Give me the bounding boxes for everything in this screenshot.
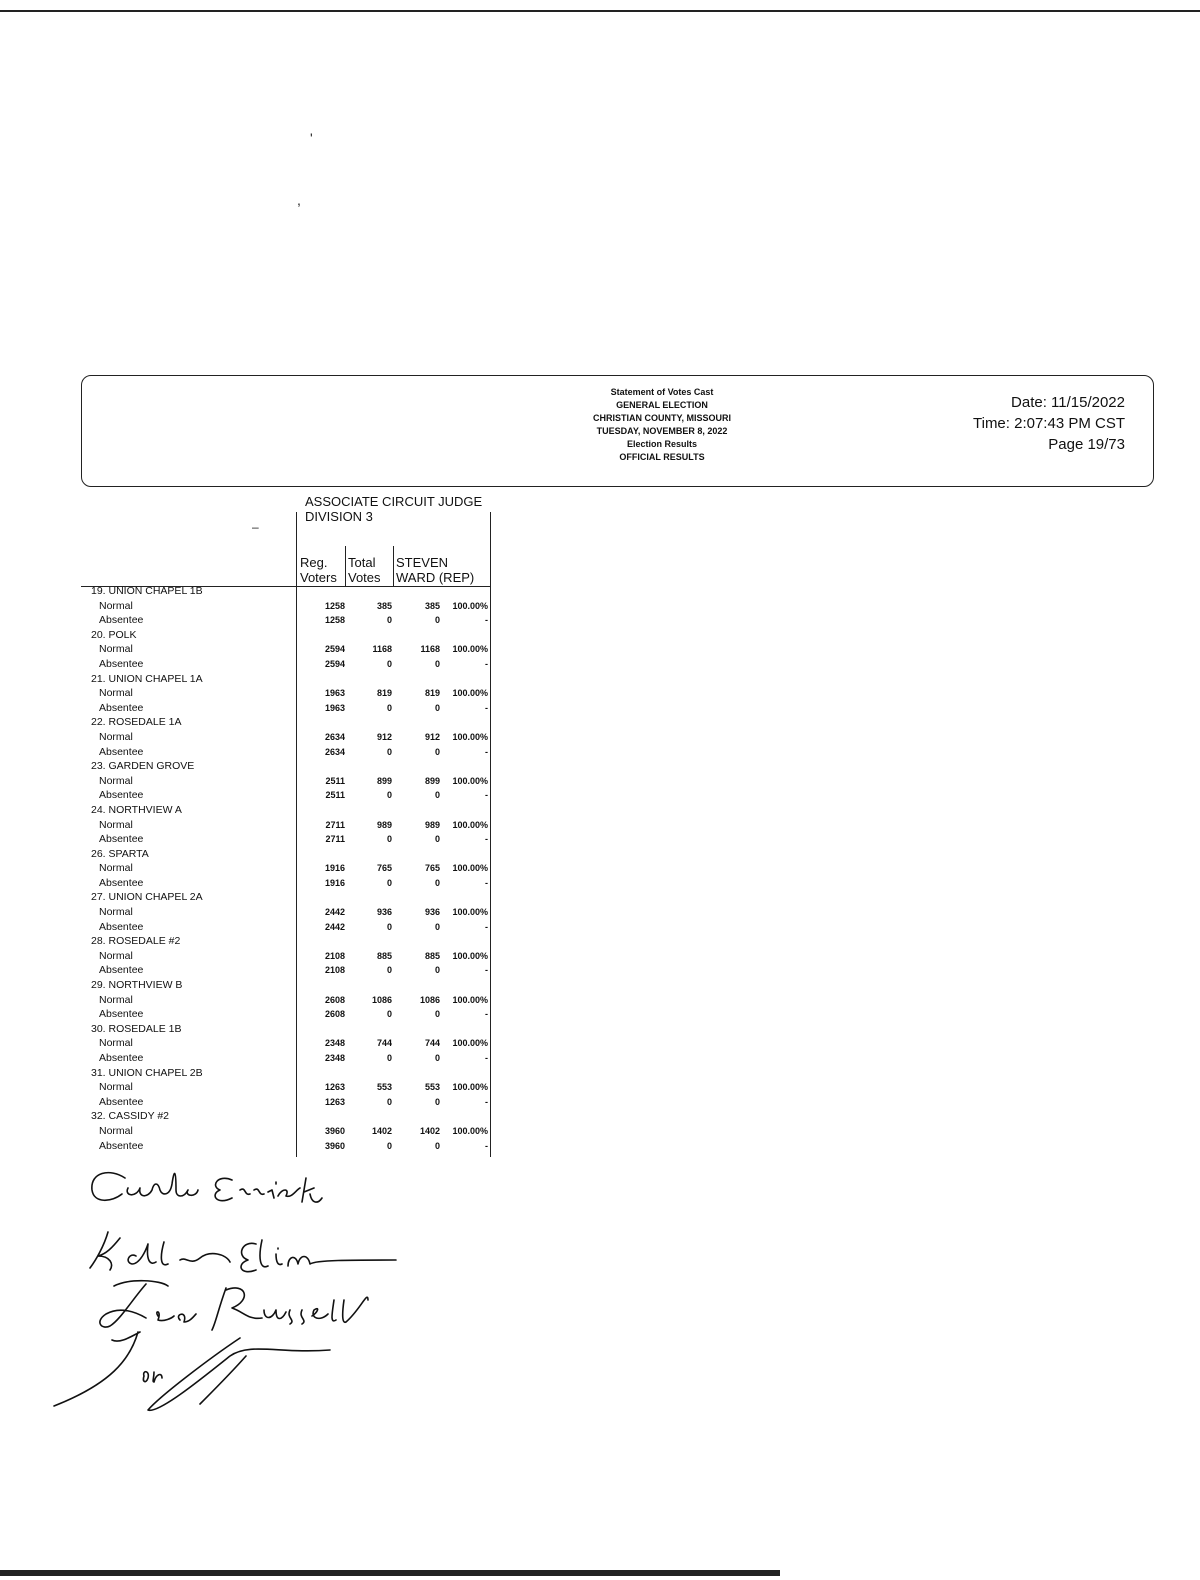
normal-row: [0, 818, 500, 833]
candidate-percent-value: -: [485, 1096, 488, 1107]
report-time: Time: 2:07:43 PM CST: [973, 415, 1125, 432]
column-rule: [393, 546, 394, 586]
candidate-votes-value: 0: [434, 702, 440, 713]
contest-title-line: ASSOCIATE CIRCUIT JUDGE: [305, 494, 483, 509]
col-header-text: STEVEN: [396, 555, 449, 570]
normal-row: [0, 642, 500, 657]
reg-voters-value: 2442: [324, 921, 345, 932]
normal-row: [0, 905, 500, 920]
candidate-percent-value: 100.00%: [452, 775, 488, 786]
candidate-votes-value: 885: [424, 950, 440, 961]
header-meta: [973, 392, 1125, 455]
candidate-percent-value: -: [485, 1009, 488, 1020]
reg-voters-value: 2511: [325, 775, 345, 786]
normal-row: [0, 949, 500, 964]
total-votes-value: 899: [376, 775, 392, 786]
candidate-votes-value: 0: [434, 965, 440, 976]
total-votes-value: 385: [376, 600, 392, 611]
contest-title-line: DIVISION 3: [305, 509, 373, 524]
total-votes-value: 0: [386, 615, 392, 626]
vote-type-label: Absentee: [99, 964, 144, 977]
precinct-name: 21. UNION CHAPEL 1A: [91, 672, 203, 685]
absentee-row: [0, 1051, 500, 1066]
precinct-row: [0, 715, 500, 730]
header-line: Statement of Votes Cast: [610, 387, 714, 397]
vote-type-label: Absentee: [99, 614, 144, 627]
candidate-votes-value: 0: [434, 658, 440, 669]
bottom-scan-line: [0, 1570, 780, 1576]
signature-lisa-russell: [100, 1281, 368, 1330]
candidate-percent-value: 100.00%: [452, 644, 488, 655]
precinct-row: [0, 1022, 500, 1037]
col-header-candidate: [396, 555, 474, 585]
reg-voters-value: 2711: [325, 819, 345, 830]
absentee-row: [0, 832, 500, 847]
candidate-votes-value: 0: [434, 615, 440, 626]
vote-type-label: Absentee: [99, 789, 144, 802]
total-votes-value: 936: [376, 907, 392, 918]
candidate-votes-value: 936: [424, 907, 440, 918]
candidate-votes-value: 1168: [420, 644, 440, 655]
reg-voters-value: 1916: [324, 863, 345, 874]
absentee-row: [0, 1095, 500, 1110]
col-header-reg-voters: [300, 555, 337, 585]
absentee-row: [0, 963, 500, 978]
total-votes-value: 0: [386, 921, 392, 932]
total-votes-value: 0: [386, 877, 392, 888]
candidate-votes-value: 0: [434, 790, 440, 801]
precinct-name: 19. UNION CHAPEL 1B: [91, 585, 203, 597]
candidate-percent-value: 100.00%: [452, 950, 488, 961]
candidate-votes-value: 899: [424, 775, 440, 786]
reg-voters-value: 2442: [324, 907, 345, 918]
total-votes-value: 912: [376, 731, 392, 742]
col-header-total-votes: [348, 555, 381, 585]
candidate-votes-value: 1086: [419, 994, 440, 1005]
precinct-name: 23. GARDEN GROVE: [91, 760, 195, 773]
reg-voters-value: 2711: [325, 834, 345, 845]
candidate-votes-value: 0: [434, 834, 440, 845]
candidate-percent-value: -: [485, 615, 488, 626]
precinct-name: 28. ROSEDALE #2: [91, 935, 181, 948]
total-votes-value: 0: [386, 1096, 392, 1107]
precinct-row: [0, 759, 500, 774]
reg-voters-value: 3960: [324, 1140, 345, 1151]
col-header-text: Votes: [348, 570, 381, 585]
precinct-row: [0, 628, 500, 643]
normal-row: [0, 1036, 500, 1051]
vote-type-label: Normal: [99, 687, 133, 700]
reg-voters-value: 2594: [324, 644, 345, 655]
candidate-percent-value: -: [485, 877, 488, 888]
candidate-votes-value: 989: [424, 819, 440, 830]
total-votes-value: 1402: [371, 1125, 392, 1136]
column-rule: [345, 546, 346, 586]
vote-type-label: Absentee: [99, 657, 144, 670]
total-votes-value: 0: [386, 790, 392, 801]
total-votes-value: 765: [376, 863, 392, 874]
vote-type-label: Normal: [99, 730, 133, 743]
precinct-name: 26. SPARTA: [91, 847, 149, 860]
candidate-percent-value: -: [485, 921, 488, 932]
candidate-percent-value: 100.00%: [452, 600, 488, 611]
vote-type-label: Normal: [99, 862, 133, 875]
absentee-row: [0, 920, 500, 935]
reg-voters-value: 2594: [324, 658, 345, 669]
reg-voters-value: 2634: [324, 746, 345, 757]
candidate-percent-value: 100.00%: [452, 819, 488, 830]
candidate-percent-value: 100.00%: [452, 1125, 488, 1136]
signatures: [50, 1160, 430, 1420]
vote-type-label: Normal: [99, 993, 133, 1006]
header-line: CHRISTIAN COUNTY, MISSOURI: [592, 413, 731, 423]
absentee-row: [0, 876, 500, 891]
total-votes-value: 553: [376, 1082, 392, 1093]
total-votes-value: 0: [386, 702, 392, 713]
absentee-row: [0, 701, 500, 716]
header-line: Election Results: [626, 439, 698, 449]
precinct-name: 20. POLK: [91, 628, 137, 641]
vote-type-label: Absentee: [99, 876, 144, 889]
normal-row: [0, 730, 500, 745]
reg-voters-value: 2608: [324, 1009, 345, 1020]
reg-voters-value: 1963: [324, 688, 345, 699]
reg-voters-value: 2348: [324, 1038, 345, 1049]
total-votes-value: 0: [386, 1140, 392, 1151]
precinct-name: 31. UNION CHAPEL 2B: [91, 1066, 203, 1079]
vote-type-label: Absentee: [99, 1139, 144, 1152]
candidate-votes-value: 0: [434, 746, 440, 757]
reg-voters-value: 2608: [324, 994, 345, 1005]
precinct-row: [0, 803, 500, 818]
candidate-votes-value: 0: [434, 921, 440, 932]
total-votes-value: 0: [386, 746, 392, 757]
precinct-name: 29. NORTHVIEW B: [91, 979, 183, 992]
report-header: [81, 375, 1154, 487]
total-votes-value: 885: [376, 950, 392, 961]
col-header-text: Voters: [300, 570, 337, 585]
absentee-row: [0, 1139, 500, 1154]
vote-type-label: Normal: [99, 1124, 133, 1137]
reg-voters-value: 1916: [324, 877, 345, 888]
total-votes-value: 0: [386, 965, 392, 976]
candidate-percent-value: 100.00%: [452, 994, 488, 1005]
col-header-text: Total: [348, 555, 376, 570]
precinct-name: 27. UNION CHAPEL 2A: [91, 891, 203, 904]
absentee-row: [0, 788, 500, 803]
total-votes-value: 819: [376, 688, 392, 699]
precinct-name: 22. ROSEDALE 1A: [91, 716, 182, 729]
reg-voters-value: 2511: [325, 790, 345, 801]
vote-type-label: Absentee: [99, 920, 144, 933]
precinct-row: [0, 847, 500, 862]
reg-voters-value: 2108: [324, 965, 345, 976]
normal-row: [0, 774, 500, 789]
normal-row: [0, 599, 500, 614]
precinct-name: 24. NORTHVIEW A: [91, 803, 182, 816]
normal-row: [0, 1080, 500, 1095]
candidate-votes-value: 0: [434, 877, 440, 888]
col-header-text: WARD (REP): [396, 570, 475, 585]
vote-type-label: Normal: [99, 906, 133, 919]
vote-type-label: Normal: [99, 599, 133, 612]
total-votes-value: 0: [386, 1009, 392, 1020]
scan-speck: ,: [297, 192, 301, 208]
candidate-percent-value: -: [485, 746, 488, 757]
absentee-row: [0, 657, 500, 672]
vote-type-label: Absentee: [99, 1052, 144, 1064]
vote-type-label: Normal: [99, 818, 133, 831]
candidate-votes-value: 0: [434, 1096, 440, 1107]
header-line: GENERAL ELECTION: [616, 400, 708, 410]
candidate-votes-value: 385: [424, 600, 440, 611]
normal-row: [0, 1124, 500, 1139]
reg-voters-value: 1263: [324, 1096, 345, 1107]
total-votes-value: 744: [376, 1038, 392, 1049]
vote-type-label: Absentee: [99, 745, 144, 758]
candidate-votes-value: 0: [434, 1053, 440, 1063]
total-votes-value: 1168: [372, 644, 392, 655]
reg-voters-value: 2108: [324, 950, 345, 961]
scan-speck: ': [310, 130, 313, 146]
candidate-votes-value: 553: [424, 1082, 440, 1093]
candidate-percent-value: -: [485, 1053, 488, 1063]
candidate-votes-value: 0: [434, 1009, 440, 1020]
precinct-row: [0, 978, 500, 993]
col-header-text: Reg.: [300, 555, 328, 570]
candidate-percent-value: 100.00%: [452, 1038, 488, 1049]
absentee-row: [0, 613, 500, 628]
candidate-votes-value: 912: [424, 731, 440, 742]
vote-type-label: Absentee: [99, 1095, 144, 1108]
candidate-percent-value: -: [485, 790, 488, 801]
normal-row: [0, 993, 500, 1008]
reg-voters-value: 2634: [324, 731, 345, 742]
candidate-percent-value: 100.00%: [452, 688, 488, 699]
candidate-votes-value: 819: [424, 688, 440, 699]
candidate-votes-value: 765: [424, 863, 440, 874]
normal-row: [0, 686, 500, 701]
vote-type-label: Normal: [99, 774, 133, 787]
page-number: Page 19/73: [1048, 436, 1125, 453]
candidate-votes-value: 0: [434, 1140, 440, 1151]
absentee-row: [0, 745, 500, 760]
absentee-row: [0, 1007, 500, 1022]
candidate-percent-value: 100.00%: [452, 731, 488, 742]
vote-type-label: Normal: [99, 1037, 133, 1050]
total-votes-value: 1086: [371, 994, 392, 1005]
header-title-block: [562, 386, 762, 464]
candidate-percent-value: 100.00%: [452, 863, 488, 874]
total-votes-value: 989: [376, 819, 392, 830]
candidate-percent-value: -: [485, 1140, 488, 1151]
signature-jon: [54, 1332, 330, 1410]
scan-dash: ‒: [252, 520, 259, 534]
vote-type-label: Absentee: [99, 701, 144, 714]
candidate-percent-value: -: [485, 834, 488, 845]
precinct-row: [0, 1109, 500, 1124]
precinct-row: [0, 584, 500, 599]
precinct-name: 32. CASSIDY #2: [91, 1110, 170, 1123]
vote-type-label: Normal: [99, 949, 133, 962]
reg-voters-value: 2348: [324, 1053, 345, 1063]
vote-type-label: Absentee: [99, 1008, 144, 1021]
precinct-row: [0, 1066, 500, 1081]
reg-voters-value: 1258: [324, 600, 345, 611]
vote-type-label: Absentee: [99, 833, 144, 846]
contest-title: [305, 494, 482, 524]
candidate-percent-value: 100.00%: [452, 1082, 488, 1093]
report-date: Date: 11/15/2022: [1011, 394, 1125, 411]
precinct-row: [0, 934, 500, 949]
candidate-percent-value: -: [485, 965, 488, 976]
vote-type-label: Normal: [99, 1081, 133, 1094]
candidate-votes-value: 1402: [419, 1125, 440, 1136]
candidate-percent-value: 100.00%: [452, 907, 488, 918]
header-line: OFFICIAL RESULTS: [619, 452, 705, 462]
total-votes-value: 0: [386, 658, 392, 669]
normal-row: [0, 861, 500, 876]
candidate-percent-value: -: [485, 658, 488, 669]
reg-voters-value: 3960: [324, 1125, 345, 1136]
signature-kelli-elim: [90, 1232, 396, 1272]
reg-voters-value: 1963: [324, 702, 345, 713]
total-votes-value: 0: [386, 1053, 392, 1063]
reg-voters-value: 1258: [324, 615, 345, 626]
top-scan-line: [0, 10, 1200, 12]
candidate-percent-value: -: [485, 702, 488, 713]
vote-type-label: Normal: [99, 643, 133, 656]
signature-carla-essick: [92, 1173, 322, 1202]
precinct-row: [0, 890, 500, 905]
reg-voters-value: 1263: [324, 1082, 345, 1093]
total-votes-value: 0: [386, 834, 392, 845]
precinct-row: [0, 672, 500, 687]
precinct-name: 30. ROSEDALE 1B: [91, 1022, 182, 1035]
header-line: TUESDAY, NOVEMBER 8, 2022: [596, 426, 728, 436]
results-table: [0, 584, 500, 1153]
candidate-votes-value: 744: [424, 1038, 440, 1049]
